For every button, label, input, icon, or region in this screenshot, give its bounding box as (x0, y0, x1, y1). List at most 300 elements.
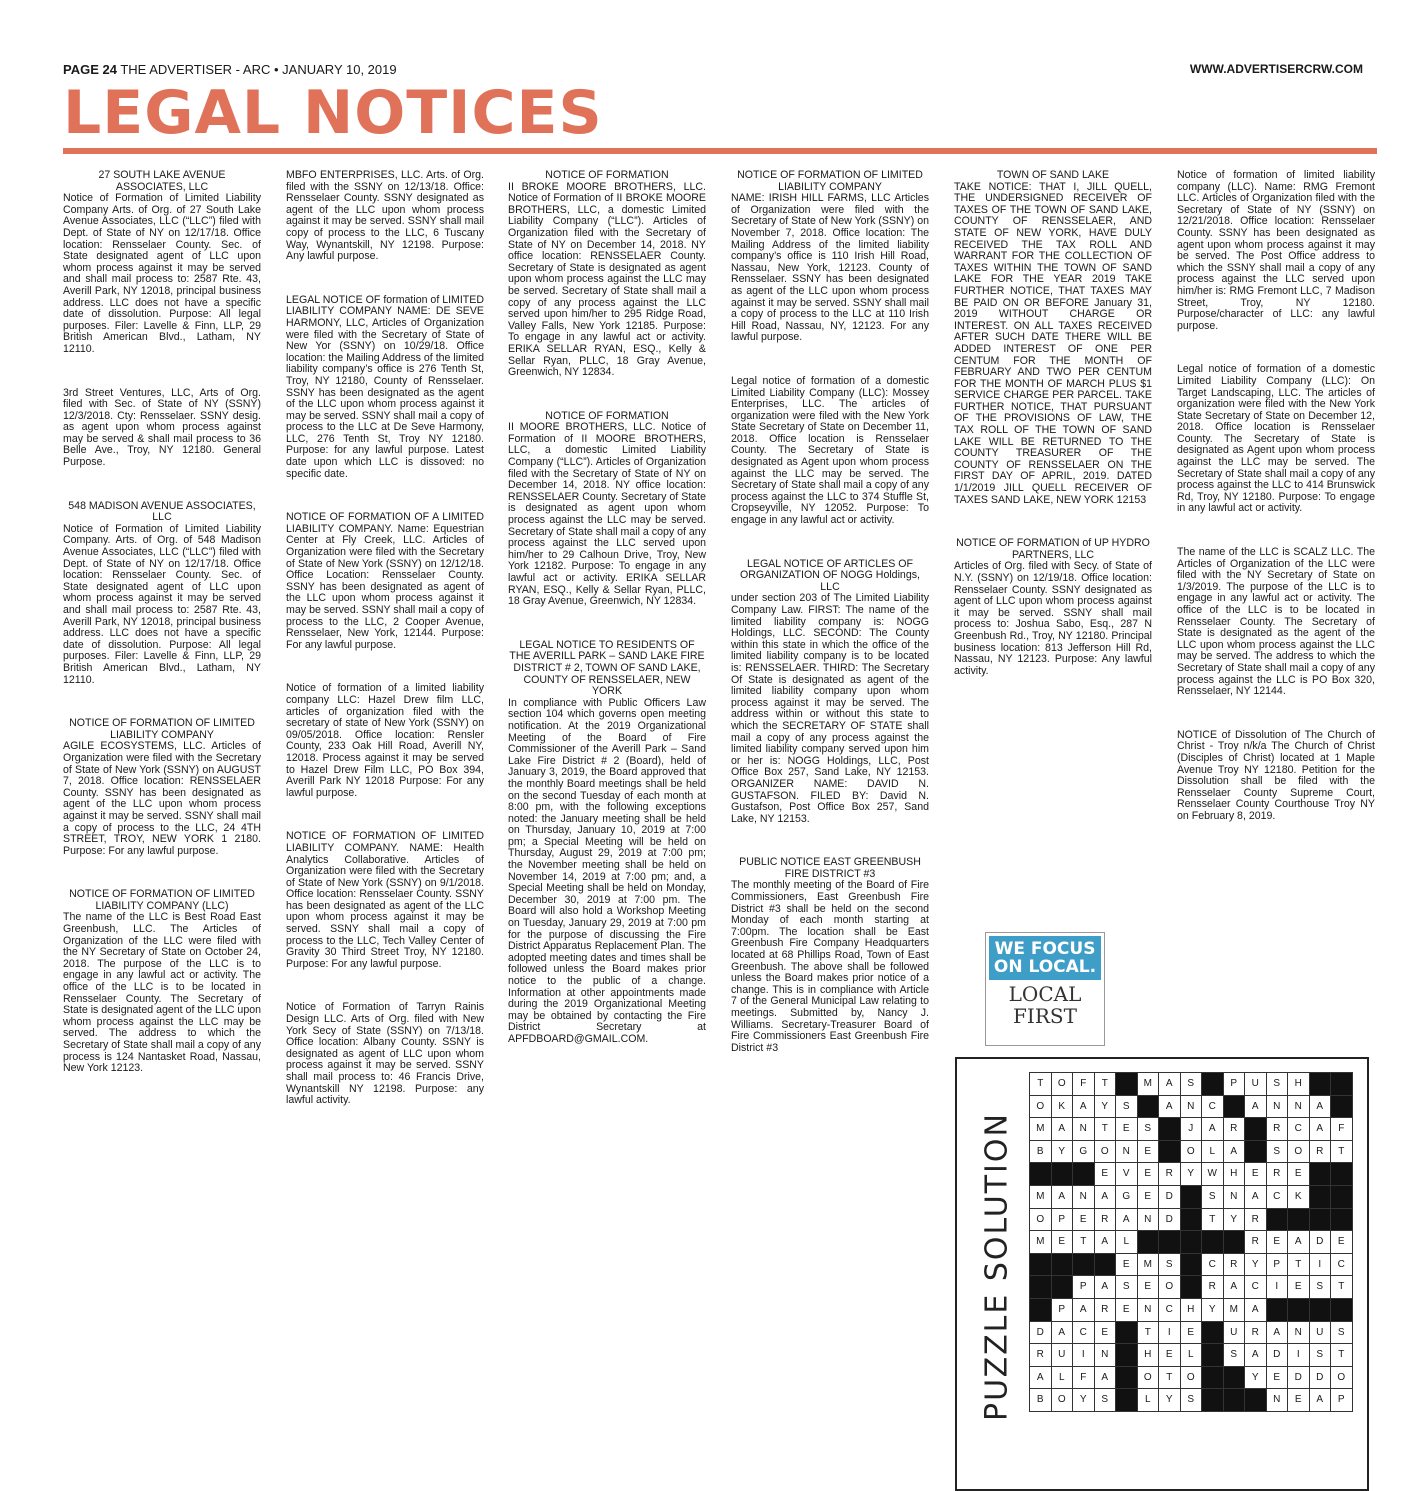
notice-spacer (63, 366, 261, 388)
grid-cell: N (1288, 1322, 1310, 1345)
grid-cell: C (1267, 1186, 1289, 1209)
notice-body: NOTICE OF FORMATION OF A LIMITED LIABILITY COMPANY. Name: Equestrian Center at Fly Creek, LLC. Articles of Organization were filed with the Secretary of State of New York (SSNY) on 12/12/18. Office Location: Rensselaer County. SSNY has been designated as agent of the LLC upon whom process against it may be served. SSNY shall mail a copy of process to the LLC, 2 Cooper Avenue, Rensselaer, New York, 12144. Purpose: For any lawful purpose. (286, 511, 484, 651)
grid-cell: E (1245, 1163, 1267, 1186)
grid-cell: A (1310, 1096, 1332, 1119)
grid-cell: A (1224, 1141, 1246, 1164)
black-square (1202, 1389, 1224, 1412)
grid-cell: R (1245, 1322, 1267, 1345)
notice-body: TAKE NOTICE: THAT I, JILL QUELL, THE UNDERSIGNED RECEIVER OF TAXES OF THE TOWN OF SAND LAKE, COUNTY OF RENSSELAER, AND STATE OF NEW YORK, HAVE DULY RECEIVED THE TAX ROLL AND WARRANT FOR THE COLLECTION OF TAXES WITHIN THE TOWN OF SAND LAKE FOR THE YEAR 2019 TAKE FURTHER NOTICE, THAT TAXES MAY BE PAID ON OR BEFORE January 31, 2019 WITHOUT CHARGE OR INTEREST. ON ALL TAXES RECEIVED AFTER SUCH DATE THERE WILL BE ADDED INTEREST OF ONE PER CENTUM FOR THE MONTH OF FEBRUARY AND TWO PER CENTUM FOR THE MONTH OF MARCH PLUS $1 SERVICE CHARGE PER PARCEL. TAKE FURTHER NOTICE, THAT PURSUANT OF THE PROVISIONS OF LAW, THE TAX ROLL OF THE TOWN OF SAND LAKE WILL BE RETURNED TO THE COUNTY TREASURER OF THE COUNTY OF RENSSELAER ON THE FIRST DAY OF APRIL, 2019. DATED 1/1/2019 JILL QUELL RECEIVER OF TAXES SAND LAKE, NEW YORK 12153 (954, 180, 1152, 506)
grid-cell: E (1159, 1344, 1181, 1367)
grid-cell: Y (1245, 1254, 1267, 1277)
local-first-logo (986, 983, 1104, 1027)
black-square (1116, 1322, 1138, 1345)
grid-cell: A (1073, 1299, 1095, 1322)
local-first-ad (985, 932, 1105, 1046)
grid-cell: E (1267, 1231, 1289, 1254)
grid-cell: F (1073, 1367, 1095, 1390)
black-square (1288, 1299, 1310, 1322)
black-square (1095, 1254, 1117, 1277)
notice-spacer (1177, 342, 1375, 364)
notice-body: The name of the LLC is SCALZ LLC. The Articles of Organization of the LLC were filed with the NY Secretary of State on 1/3/2019. The purpose of the LLC is to engage in any lawful act or activity. The office of the LLC is to be located in Rensselaer County. The Secretary of State is designated as the agent of the LLC upon whom process against the LLC may be served. The address to which the Secretary of State shall mail a copy of any process against the LLC is PO Box 320, Rensselaer, NY 12144. (1177, 546, 1375, 698)
black-square (1159, 1141, 1181, 1164)
grid-cell: C (1202, 1254, 1224, 1277)
puzzle-solution (955, 1057, 1369, 1491)
notice-body: In compliance with Public Officers Law section 104 which governs open meeting notification. At the 2019 Organizational Meeting of the Board of Fire Commissioner of the Averill Park – Sand Lake Fire District # 2 (Board), held of January 3, 2019, the Board approved that the monthly Board meetings shall be held on the second Tuesday of each month at 8:00 pm, with the following exceptions noted: the January meeting shall be held on Thursday, January 10, 2019 at 7:00 pm; a Special Meeting will be held on Thursday, August 29, 2019 at 7:00 pm; the November meeting shall be held on November 14, 2019 at 7:00 pm; and, a Special Meeting shall be held on Monday, December 30, 2019 at 7:00 pm. The Board will also hold a Workshop Meeting on Tuesday, January 29, 2019 at 7:00 pm for the purpose of discussing the Fire District Apparatus Replacement Plan. The adopted meeting dates and times shall be followed unless the Board makes prior notice to the public of a change. Information at other appointments made during the 2019 Organizational Meeting may be obtained by contacting the Fire District Secretary at APFDBOARD@GMAIL.COM. (508, 696, 706, 1045)
grid-cell: T (1331, 1344, 1353, 1367)
legal-notice (508, 411, 706, 608)
black-square (1331, 1096, 1353, 1119)
grid-cell: E (1116, 1118, 1138, 1141)
grid-row (1030, 1186, 1353, 1209)
legal-notice (1177, 170, 1375, 332)
paper-name: THE ADVERTISER - ARC (120, 62, 271, 77)
legal-notice (1177, 547, 1375, 698)
notice-column (954, 170, 1152, 687)
grid-cell: Y (1052, 1141, 1074, 1164)
black-square (1310, 1299, 1332, 1322)
grid-cell: K (1288, 1186, 1310, 1209)
notice-spacer (286, 809, 484, 831)
grid-cell: N (1267, 1096, 1289, 1119)
grid-cell: T (1331, 1141, 1353, 1164)
black-square (1030, 1299, 1052, 1322)
grid-cell: Y (1202, 1299, 1224, 1322)
grid-row (1030, 1163, 1353, 1186)
notice-heading: NOTICE OF FORMATION (545, 409, 669, 422)
grid-cell: K (1052, 1096, 1074, 1119)
black-square (1202, 1073, 1224, 1096)
grid-cell: D (1267, 1344, 1289, 1367)
grid-cell: N (1073, 1118, 1095, 1141)
notice-body: Legal notice of formation of a domestic Limited Liability Company (LLC): Mossey Enterprises, LLC. The articles of organization were filed with the New York State Secretary of State on December 11, 2018. Office location is Rensselaer County. The Secretary of State is designated as Agent upon whom process against the LLC may be served. The Secretary of State shall mail a copy of any process against the LLC to 374 Stuffle St, Cropseyville, NY 12052. Purpose: To engage in any lawful act or activity. (731, 374, 929, 527)
grid-cell: A (1202, 1118, 1224, 1141)
grid-cell: Y (1073, 1389, 1095, 1412)
legal-notice (1177, 364, 1375, 515)
grid-cell: E (1095, 1163, 1117, 1186)
notice-body: Legal notice of formation of a domestic Limited Liability Company (LLC): On Target Landscaping, LLC. The articles of organization were filed with the New York State Secretary of State on December 12, 2018. Office location is Rensselaer County. The Secretary of State is designated as Agent upon whom process against the LLC may be served. The Secretary of State shall mail a copy of any process against the LLC to 414 Brunswick Rd, Troy, NY 12180. Purpose: To engage in any lawful act or activity. (1177, 363, 1375, 515)
grid-cell: O (1095, 1141, 1117, 1164)
grid-cell: T (1095, 1073, 1117, 1096)
black-square (1267, 1209, 1289, 1232)
notice-spacer (1177, 525, 1375, 547)
black-square (1030, 1276, 1052, 1299)
grid-cell: D (1159, 1186, 1181, 1209)
grid-cell: H (1138, 1344, 1160, 1367)
legal-notice (286, 512, 484, 651)
grid-cell: M (1138, 1254, 1160, 1277)
black-square (1181, 1186, 1203, 1209)
black-square (1159, 1118, 1181, 1141)
grid-cell: E (1288, 1163, 1310, 1186)
legal-notice (731, 170, 929, 344)
grid-cell: N (1288, 1096, 1310, 1119)
grid-cell: S (1138, 1118, 1160, 1141)
black-square (1202, 1344, 1224, 1367)
black-square (1181, 1209, 1203, 1232)
grid-cell: S (1181, 1389, 1203, 1412)
grid-cell: O (1331, 1367, 1353, 1390)
issue-date: JANUARY 10, 2019 (282, 62, 397, 77)
grid-cell: V (1116, 1163, 1138, 1186)
grid-cell: A (1267, 1322, 1289, 1345)
legal-notice (508, 640, 706, 1046)
grid-cell: N (1138, 1299, 1160, 1322)
notice-body: Notice of formation of a limited liability company LLC: Hazel Drew film LLC, articles of organization filed with the secretary of state of New York (SSNY) on 09/05/2018. Office location: Rensler County, 233 Oak Hill Road, Averill NY, 12018. Process against it may be served to Hazel Drew Film LLC, PO Box 394, Averill Park NY 12018 Purpose: For any lawful purpose. (286, 682, 484, 799)
notice-spacer (731, 354, 929, 376)
black-square (1181, 1276, 1203, 1299)
grid-row (1030, 1322, 1353, 1345)
black-square (1052, 1276, 1074, 1299)
grid-cell: A (1159, 1073, 1181, 1096)
black-square (1052, 1163, 1074, 1186)
grid-cell: A (1095, 1276, 1117, 1299)
grid-cell: U (1224, 1322, 1246, 1345)
page-number: PAGE 24 (63, 62, 117, 77)
grid-cell: T (1331, 1276, 1353, 1299)
logo-bottom-text: FIRST (1013, 1004, 1077, 1028)
grid-cell: S (1224, 1344, 1246, 1367)
grid-cell: O (1052, 1389, 1074, 1412)
notice-body: under section 203 of The Limited Liability Company Law. FIRST: The name of the limited liability company is: NOGG Holdings, LLC. SECOND: The County within this state in which the office of the limited liability company is to be located is: RENSSELAER. THIRD: The Secretary Of State is designated as agent of the limited liability company upon whom process against it may be served. The address within or without this state to which the SECRETARY OF STATE shall mail a copy of any process against the limited liability company served upon him or her is: NOGG Holdings, LLC, Post Office Box 257, Sand Lake, NY 12153. ORGANIZER NAME: DAVID N. GUSTAFSON. FILED BY: David N. Gustafson, Post Office Box 257, Sand Lake, NY 12153. (731, 592, 929, 825)
grid-cell: A (1245, 1096, 1267, 1119)
grid-cell: S (1267, 1141, 1289, 1164)
grid-cell: E (1288, 1389, 1310, 1412)
grid-cell: Y (1095, 1096, 1117, 1119)
notice-body: Notice of Formation of Tarryn Rainis Design LLC. Arts of Org. filed with New York Secy of State (SSNY) on 7/13/18. Office location: Albany County. SSNY is designated as agent of LLC upon whom process against it may be served. SSNY shall mail process to: 46 Francis Drive, Wynantskill NY 12198. Purpose: any lawful activity. (286, 1001, 484, 1107)
black-square (1138, 1231, 1160, 1254)
legal-notice (731, 376, 929, 527)
black-square (1116, 1367, 1138, 1390)
grid-cell: C (1202, 1096, 1224, 1119)
black-square (1052, 1254, 1074, 1277)
notice-column (731, 170, 929, 1064)
grid-cell: C (1245, 1276, 1267, 1299)
grid-cell: E (1116, 1299, 1138, 1322)
black-square (1138, 1096, 1160, 1119)
black-square (1030, 1254, 1052, 1277)
legal-notice (286, 683, 484, 799)
notice-spacer (63, 696, 261, 718)
grid-cell: G (1073, 1141, 1095, 1164)
notice-column (63, 170, 261, 1085)
grid-cell: R (1267, 1118, 1289, 1141)
notice-spacer (286, 980, 484, 1002)
grid-cell: A (1310, 1118, 1332, 1141)
grid-cell: E (1138, 1141, 1160, 1164)
grid-cell: R (1224, 1118, 1246, 1141)
grid-cell: S (1181, 1073, 1203, 1096)
grid-cell: E (1288, 1276, 1310, 1299)
grid-cell: A (1095, 1186, 1117, 1209)
grid-cell: A (1095, 1231, 1117, 1254)
logo-top-text: LOCAL (1008, 982, 1082, 1006)
grid-cell: L (1202, 1141, 1224, 1164)
grid-cell: O (1030, 1209, 1052, 1232)
notice-body: NOTICE OF FORMATION OF LIMITED LIABILITY COMPANY. NAME: Health Analytics Collaborative. Articles of Organization were filed with the Secretary of State of New York (SSNY) on 9/1/2018. Office location: Rensselaer County. SSNY has been designated as agent of the LLC upon whom process against it may be served. SSNY shall mail a copy of process to the LLC, Tech Valley Center of Gravity 30 Third Street Troy, NY 12180. Purpose: For any lawful purpose. (286, 830, 484, 970)
grid-cell: O (1030, 1096, 1052, 1119)
black-square (1116, 1344, 1138, 1367)
black-square (1224, 1231, 1246, 1254)
grid-cell: I (1310, 1254, 1332, 1277)
notice-body: MBFO ENTERPRISES, LLC. Arts. of Org. filed with the SSNY on 12/13/18. Office: Rensselaer County. SSNY designated as agent of the LLC upon whom process against it may be served. SSNY shall mail copy of process to the LLC, 6 Tuscany Way, Wynantskill, NY 12198. Purpose: Any lawful purpose. (286, 169, 484, 263)
black-square (1224, 1367, 1246, 1390)
notice-spacer (286, 490, 484, 512)
header-left (63, 62, 397, 77)
grid-cell: A (1288, 1231, 1310, 1254)
grid-cell: T (1095, 1118, 1117, 1141)
grid-cell: A (1052, 1118, 1074, 1141)
grid-cell: I (1288, 1344, 1310, 1367)
notice-heading: NOTICE OF FORMATION OF LIMITED LIABILITY COMPANY (69, 717, 255, 741)
title-rule (63, 148, 1377, 154)
grid-cell: M (1030, 1186, 1052, 1209)
notice-body: Notice of formation of limited liability company (LLC). Name: RMG Fremont LLC. Articles of Organization filed with the Secretary of State of NY (SSNY) on 12/21/2018. Office location: Rensselaer County. SSNY has been designated as agent upon whom process against it may be served. The Post Office address to which the SSNY shall mail a copy of any process against the LLC served upon him/her is: RMG Fremont LLC, 7 Madison Street, Troy, NY 12180. Purpose/character of LLC: any lawful purpose. (1177, 169, 1375, 332)
grid-cell: S (1116, 1096, 1138, 1119)
grid-cell: J (1181, 1118, 1203, 1141)
grid-cell: M (1030, 1231, 1052, 1254)
notice-spacer (63, 867, 261, 889)
grid-cell: U (1245, 1073, 1267, 1096)
black-square (1181, 1254, 1203, 1277)
black-square (1181, 1231, 1203, 1254)
grid-cell: R (1030, 1344, 1052, 1367)
notice-column (1177, 170, 1375, 833)
website-url[interactable]: WWW.ADVERTISERCRW.COM (1189, 62, 1363, 76)
notice-body: Notice of Formation of Limited Liability Company Arts. of Org. of 27 South Lake Avenue Associates, LLC (“LLC”) filed with Dept. of State of NY on 12/17/18. Office location: Rensselaer County. Sec. of State designated agent of LLC upon whom process against it may be served and shall mail process to: 2587 Rte. 43, Averill Park, NY 12018, principal business address. LLC does not have a specific date of dissolution. Purpose: All legal purposes. Filer: Lavelle & Finn, LLP, 29 British American Blvd., Latham, NY 12110. (63, 192, 261, 355)
grid-cell: A (1030, 1367, 1052, 1390)
grid-cell: Y (1181, 1163, 1203, 1186)
grid-cell: R (1267, 1163, 1289, 1186)
legal-notice (63, 889, 261, 1075)
grid-cell: P (1331, 1389, 1353, 1412)
grid-cell: H (1288, 1073, 1310, 1096)
notice-body: Notice of Formation of Limited Liability Company. Arts. of Org. of 548 Madison Avenue Associates, LLC (“LLC”) filed with Dept. of State of NY on 12/17/18. Office location: Rensselaer County. Sec. of State designated agent of LLC upon whom process against it may be served and shall mail process to: 2587 Rte. 43, Averill Park, NY 12018, principal business address. LLC does not have a specific date of dissolution. Purpose: All legal purposes. Filer: Lavelle & Finn, LLP, 29 British American Blvd., Latham, NY 12110. (63, 522, 261, 686)
legal-notice (508, 170, 706, 379)
grid-cell: G (1116, 1186, 1138, 1209)
black-square (1331, 1163, 1353, 1186)
black-square (1073, 1254, 1095, 1277)
black-square (1331, 1299, 1353, 1322)
black-square (1310, 1163, 1332, 1186)
grid-cell: A (1052, 1186, 1074, 1209)
grid-row (1030, 1254, 1353, 1277)
grid-cell: E (1138, 1186, 1160, 1209)
grid-cell: A (1245, 1186, 1267, 1209)
notice-body: The monthly meeting of the Board of Fire Commissioners, East Greenbush Fire District #3 shall be held on the second Monday of each month starting at 7:00pm. The location shall be East Greenbush Fire Company Headquarters located at 68 Phillips Road, Town of East Greenbush. The above shall be followed unless the Board makes prior notice of a change. This is in compliance with Article 7 of the General Municipal Law relating to meetings. Submitted by, Nancy J. Williams. Secretary-Treasurer Board of Fire Commissioners East Greenbush Fire District #3 (731, 879, 929, 1054)
notice-heading: 548 MADISON AVENUE ASSOCIATES, LLC (68, 499, 256, 524)
legal-notice (63, 718, 261, 857)
promo-banner: WE FOCUS ON LOCAL. (989, 936, 1101, 980)
grid-cell: D (1159, 1209, 1181, 1232)
notice-spacer (508, 618, 706, 640)
notice-heading: PUBLIC NOTICE EAST GREENBUSH FIRE DISTRICT #3 (739, 856, 921, 880)
notice-body: NOTICE of Dissolution of The Church of Christ - Troy n/k/a The Church of Christ (Disciples of Christ) located at 1 Maple Avenue Troy NY 12180. Petition for the Dissolution shall be filed with the Rensselaer County Supreme Court, Rensselaer County Courthouse Troy NY on February 8, 2019. (1177, 728, 1375, 822)
grid-cell: N (1116, 1141, 1138, 1164)
notice-body: II MOORE BROTHERS, LLC. Notice of Formation of II MOORE BROTHERS, LLC, a domestic Limited Liability Company (“LLC”). Articles of Organization filed with the Secretary of State of NY on December 14, 2018. NY office location: RENSSELAER County. Secretary of State is designated as agent upon whom process against the LLC may be served. Secretary of State shall mail a copy of any process against the LLC served upon him/her to 29 Calhoun Drive, Troy, New York 12182. Purpose: To engage in any lawful act or activity. ERIKA SELLAR RYAN, ESQ., Kelly & Sellar Ryan, PLLC, 18 Gray Avenue, Greenwich, NY 12834. (508, 421, 706, 608)
black-square (1245, 1118, 1267, 1141)
grid-cell: A (1245, 1344, 1267, 1367)
grid-row (1030, 1209, 1353, 1232)
grid-cell: C (1073, 1322, 1095, 1345)
notice-body: LEGAL NOTICE OF formation of LIMITED LIABILITY COMPANY NAME: DE SEVE HARMONY, LLC, Articles of Organization were filed with the Secretary of State of New Yor (SSNY) on 10/29/18. Office location: the Mailing Address of the limited liability company’s office is 276 Tenth St, Troy, NY 12180, County of Rensselaer. SSNY has been designated as the agent of the LLC upon whom process against it may be served. SSNY shall mail a copy of process to the LLC at De Seve Harmony, LLC, 276 Tenth St, Troy NY 12180. Purpose: for any lawful purpose. Latest date upon which LLC is dissoved: no specific date. (286, 293, 484, 480)
legal-notice (954, 170, 1152, 506)
grid-cell: I (1073, 1344, 1095, 1367)
grid-cell: A (1310, 1389, 1332, 1412)
grid-cell: C (1159, 1299, 1181, 1322)
grid-row (1030, 1073, 1353, 1096)
black-square (1030, 1163, 1052, 1186)
grid-cell: H (1224, 1163, 1246, 1186)
grid-cell: O (1052, 1073, 1074, 1096)
notice-heading: NOTICE OF FORMATION OF LIMITED LIABILITY COMPANY (737, 169, 923, 193)
grid-cell: S (1116, 1276, 1138, 1299)
grid-cell: O (1288, 1141, 1310, 1164)
legal-notice (286, 831, 484, 970)
grid-cell: A (1116, 1209, 1138, 1232)
grid-row (1030, 1276, 1353, 1299)
grid-cell: P (1267, 1254, 1289, 1277)
grid-cell: L (1052, 1367, 1074, 1390)
grid-cell: O (1138, 1367, 1160, 1390)
grid-cell: U (1052, 1344, 1074, 1367)
black-square (1288, 1209, 1310, 1232)
grid-cell: S (1095, 1389, 1117, 1412)
grid-cell: W (1202, 1163, 1224, 1186)
grid-cell: A (1095, 1367, 1117, 1390)
grid-cell: B (1030, 1389, 1052, 1412)
grid-cell: R (1159, 1163, 1181, 1186)
grid-cell: R (1224, 1254, 1246, 1277)
notice-spacer (286, 661, 484, 683)
grid-cell: P (1052, 1209, 1074, 1232)
grid-cell: B (1030, 1141, 1052, 1164)
notice-spacer (508, 389, 706, 411)
grid-cell: E (1267, 1367, 1289, 1390)
grid-cell: E (1095, 1322, 1117, 1345)
black-square (1159, 1231, 1181, 1254)
notice-body: The name of the LLC is Best Road East Greenbush, LLC. The Articles of Organization of the LLC were filed with the NY Secretary of State on October 24, 2018. The purpose of the LLC is to engage in any lawful act or activity. The office of the LLC is to be located in Rensselaer County. The Secretary of State is designated agent of the LLC upon whom process against the LLC may be served. The address to which the Secretary of State shall mail a copy of any process is 124 Nantasket Road, Nassau, New York 12123. (63, 911, 261, 1075)
grid-cell: R (1095, 1299, 1117, 1322)
grid-cell: R (1245, 1231, 1267, 1254)
grid-cell: T (1138, 1322, 1160, 1345)
grid-row (1030, 1096, 1353, 1119)
grid-cell: F (1331, 1118, 1353, 1141)
notice-spacer (286, 273, 484, 295)
legal-notice (731, 559, 929, 826)
grid-cell: O (1181, 1141, 1203, 1164)
grid-cell: N (1267, 1389, 1289, 1412)
grid-cell: T (1030, 1073, 1052, 1096)
legal-notice (63, 388, 261, 469)
grid-cell: P (1224, 1073, 1246, 1096)
grid-row (1030, 1344, 1353, 1367)
grid-cell: E (1138, 1163, 1160, 1186)
grid-cell: R (1095, 1209, 1117, 1232)
grid-cell: U (1310, 1322, 1332, 1345)
black-square (1310, 1073, 1332, 1096)
grid-cell: P (1052, 1299, 1074, 1322)
notice-heading: LEGAL NOTICE TO RESIDENTS OF THE AVERILL PARK – SAND LAKE FIRE DISTRICT # 2, TOWN OF SAND LAKE, COUNTY OF RENSSELAER, NEW YORK (509, 638, 705, 698)
grid-cell: L (1116, 1231, 1138, 1254)
grid-cell: T (1288, 1254, 1310, 1277)
black-square (1224, 1389, 1246, 1412)
grid-cell: H (1181, 1299, 1203, 1322)
legal-notice (954, 538, 1152, 677)
grid-cell: N (1095, 1344, 1117, 1367)
notice-column (286, 170, 484, 1117)
grid-cell: T (1202, 1209, 1224, 1232)
grid-cell: A (1052, 1322, 1074, 1345)
grid-cell: O (1181, 1367, 1203, 1390)
header-separator: • (273, 62, 279, 77)
black-square (1310, 1209, 1332, 1232)
grid-row (1030, 1299, 1353, 1322)
grid-cell: O (1159, 1276, 1181, 1299)
grid-cell: S (1267, 1073, 1289, 1096)
section-title: LEGAL NOTICES (63, 78, 603, 148)
grid-cell: E (1331, 1231, 1353, 1254)
grid-cell: D (1310, 1231, 1332, 1254)
grid-cell: Y (1245, 1367, 1267, 1390)
grid-cell: A (1224, 1276, 1246, 1299)
grid-cell: F (1073, 1073, 1095, 1096)
black-square (1331, 1209, 1353, 1232)
grid-row (1030, 1118, 1353, 1141)
grid-cell: M (1224, 1299, 1246, 1322)
grid-cell: A (1159, 1096, 1181, 1119)
black-square (1224, 1096, 1246, 1119)
grid-cell: N (1138, 1209, 1160, 1232)
grid-row (1030, 1231, 1353, 1254)
notice-spacer (1177, 708, 1375, 730)
grid-row (1030, 1367, 1353, 1390)
grid-cell: I (1159, 1322, 1181, 1345)
grid-cell: T (1159, 1367, 1181, 1390)
legal-notice (286, 295, 484, 481)
notice-body: Articles of Org. filed with Secy. of State of N.Y. (SSNY) on 12/19/18. Office location: Rensselaer County. SSNY designated as agent of LLC upon whom process against it may be served. SSNY shall mail process to: Joshua Sabo, Esq., 287 N Greenbush Rd., Troy, NY 12180. Principal business location: 813 Jefferson Hill Rd, Nassau, NY 12123. Purpose: Any lawful activity. (954, 560, 1152, 677)
legal-notice (63, 501, 261, 687)
black-square (1245, 1389, 1267, 1412)
notice-heading: NOTICE OF FORMATION OF LIMITED LIABILITY COMPANY (LLC) (69, 888, 255, 912)
crossword-grid (1029, 1072, 1353, 1412)
notice-heading: NOTICE OF FORMATION (545, 169, 669, 181)
notice-body: II BROKE MOORE BROTHERS, LLC. Notice of Formation of II BROKE MOORE BROTHERS, LLC, a domestic Limited Liability Company (“LLC”). Articles of Organization filed with the Secretary of State of NY on December 14, 2018. NY office location: RENSSELAER County. Secretary of State is designated as agent upon whom process against the LLC may be served. Secretary of State shall mail a copy of any process against the LLC served upon him/her to 295 Ridge Road, Valley Falls, New York 12185. Purpose: To engage in any lawful act or activity. ERIKA SELLAR RYAN, ESQ., Kelly & Sellar Ryan, PLLC, 18 Gray Avenue, Greenwich, NY 12834. (508, 180, 706, 379)
black-square (1245, 1141, 1267, 1164)
grid-cell: M (1138, 1073, 1160, 1096)
grid-cell: E (1052, 1231, 1074, 1254)
grid-cell: D (1288, 1367, 1310, 1390)
notice-heading: LEGAL NOTICE OF ARTICLES OF ORGANIZATION OF NOGG Holdings, LLC (740, 557, 920, 593)
notice-heading: 27 SOUTH LAKE AVENUE ASSOCIATES, LLC (98, 169, 226, 193)
notice-body: 3rd Street Ventures, LLC, Arts of Org. filed with Sec. of State of NY (SSNY) 12/3/2018. Cty: Rensselaer. SSNY desig. as agent upon whom process against may be served & shall mail process to 36 Belle Ave., Troy, NY 12180. General Purpose. (63, 386, 261, 469)
legal-notice (731, 857, 929, 1054)
legal-notice (1177, 730, 1375, 823)
notice-body: AGILE ECOSYSTEMS, LLC. Articles of Organization were filed with the Secretary of State of New York (SSNY) on AUGUST 7, 2018. Office location: RENSSELAER County. SSNY has been designated as agent of the LLC upon whom process against it may be served. SSNY shall mail a copy of process to the LLC, 24 4TH STREET, TROY, NEW YORK 1 2180. Purpose: For any lawful purpose. (63, 740, 261, 857)
grid-cell: P (1073, 1276, 1095, 1299)
grid-cell: C (1288, 1118, 1310, 1141)
black-square (1310, 1186, 1332, 1209)
notice-heading: NOTICE OF FORMATION of UP HYDRO PARTNERS, LLC (956, 537, 1150, 561)
notice-spacer (63, 479, 261, 501)
grid-cell: S (1331, 1322, 1353, 1345)
notice-spacer (731, 835, 929, 857)
grid-cell: C (1331, 1254, 1353, 1277)
grid-cell: L (1138, 1389, 1160, 1412)
grid-cell: A (1245, 1299, 1267, 1322)
grid-cell: A (1073, 1096, 1095, 1119)
black-square (1202, 1367, 1224, 1390)
grid-cell: Y (1224, 1209, 1246, 1232)
